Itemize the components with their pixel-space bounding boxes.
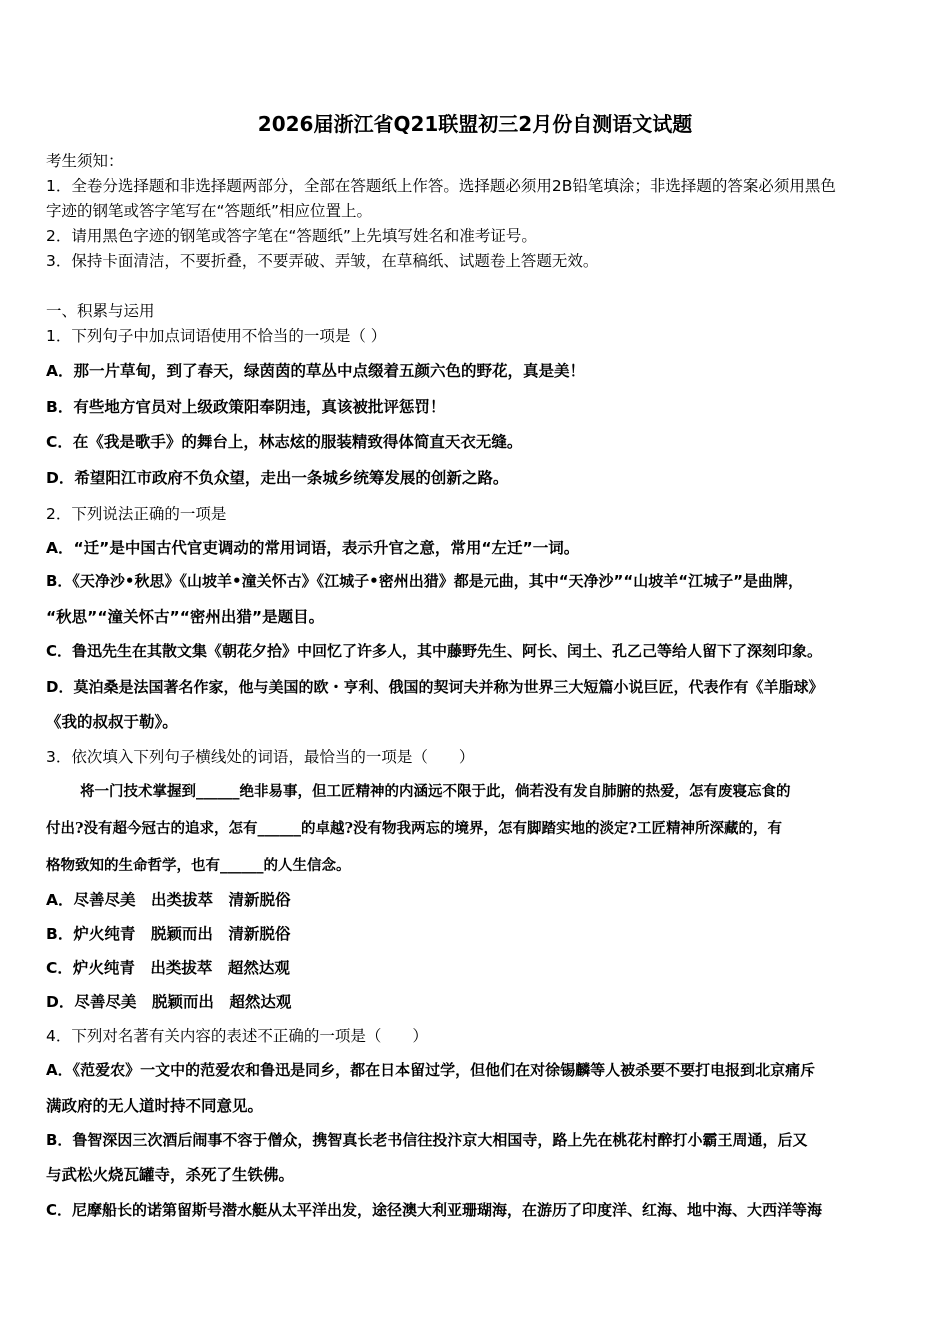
- q2-line: “秋思”“潼关怀古”“密州出猎”是题目。: [46, 608, 325, 626]
- notice-heading: 考生须知：: [46, 152, 124, 170]
- q2-line: A．“迁”是中国古代官吏调动的常用词语，表示升官之意，常用“左迁”一词。: [46, 539, 580, 557]
- q2-line: C．鲁迅先生在其散文集《朝花夕拾》中回忆了许多人，其中藤野先生、阿长、闰土、孔乙己等给人留下了深刻印象。: [46, 642, 823, 660]
- q3-passage-line: 格物致知的生命哲学，也有______的人生信念。: [46, 857, 351, 874]
- notice-item: 1．全卷分选择题和非选择题两部分，全部在答题纸上作答。选择题必须用2B铅笔填涂；非选择题的答案必须用黑色: [46, 177, 836, 195]
- notice-item: 2．请用黑色字迹的钢笔或答字笔在“答题纸”上先填写姓名和准考证号。: [46, 227, 537, 245]
- q3-option-c: C．炉火纯青 出类拔萃 超然达观: [46, 959, 290, 977]
- question-3-stem: 3．依次填入下列句子横线处的词语，最恰当的一项是（ ）: [46, 748, 475, 766]
- q1-option-b: B．有些地方官员对上级政策阳奉阴违，真该被批评惩罚！: [46, 398, 446, 416]
- notice-item: 3．保持卡面清洁，不要折叠，不要弄破、弄皱，在草稿纸、试题卷上答题无效。: [46, 252, 599, 270]
- q4-line: B．鲁智深因三次酒后闹事不容于僧众，携智真长老书信往投汴京大相国寺，路上先在桃花村醉打小霸王周通，后又: [46, 1131, 808, 1149]
- q1-option-c: C．在《我是歌手》的舞台上，林志炫的服装精致得体简直天衣无缝。: [46, 433, 523, 451]
- q3-option-a: A．尽善尽美 出类拔萃 清新脱俗: [46, 891, 291, 909]
- q3-passage-line: 将一门技术掌握到______绝非易事，但工匠精神的内涵远不限于此，倘若没有发自肺腑的热爱，怎有废寝忘食的: [80, 783, 791, 800]
- q2-line: B．《天净沙•秋思》《山坡羊•潼关怀古》《江城子•密州出猎》都是元曲，其中“天净沙”“山坡羊“江城子”是曲牌，: [46, 572, 803, 590]
- notice-item: 字迹的钢笔或答字笔写在“答题纸”相应位置上。: [46, 202, 373, 220]
- question-1-stem: 1．下列句子中加点词语使用不恰当的一项是（ ）: [46, 327, 387, 345]
- q4-line: A．《范爱农》一文中的范爱农和鲁迅是同乡，都在日本留过学，但他们在对徐锡麟等人被杀要不要打电报到北京痛斥: [46, 1061, 816, 1079]
- q3-option-b: B．炉火纯青 脱颖而出 清新脱俗: [46, 925, 291, 943]
- q2-line: D．莫泊桑是法国著名作家，他与美国的欧・亨利、俄国的契诃夫并称为世界三大短篇小说巨匠，代表作有《羊脂球》: [46, 678, 824, 696]
- q3-passage-line: 付出?没有超今冠古的追求，怎有______的卓越?没有物我两忘的境界，怎有脚踏实地的淡定?工匠精神所深藏的，有: [46, 820, 782, 837]
- q3-option-d: D．尽善尽美 脱颖而出 超然达观: [46, 993, 292, 1011]
- q4-line: 与武松火烧瓦罐寺，杀死了生铁佛。: [46, 1166, 295, 1184]
- q1-option-d: D．希望阳江市政府不负众望，走出一条城乡统筹发展的创新之路。: [46, 469, 509, 487]
- q2-line: 《我的叔叔于勒》。: [46, 713, 178, 731]
- q4-line: C．尼摩船长的诺第留斯号潜水艇从太平洋出发，途径澳大利亚珊瑚海，在游历了印度洋、红海、地中海、大西洋等海: [46, 1201, 823, 1219]
- page-title: 2026届浙江省Q21联盟初三2月份自测语文试题: [257, 112, 693, 136]
- q1-option-a: A．那一片草甸，到了春天，绿茵茵的草丛中点缀着五颜六色的野花，真是美！: [46, 362, 585, 380]
- section-heading: 一、积累与运用: [46, 302, 155, 320]
- q4-line: 满政府的无人道时持不同意见。: [46, 1097, 264, 1115]
- question-2-stem: 2．下列说法正确的一项是: [46, 505, 227, 523]
- question-4-stem: 4．下列对名著有关内容的表述不正确的一项是（ ）: [46, 1027, 428, 1045]
